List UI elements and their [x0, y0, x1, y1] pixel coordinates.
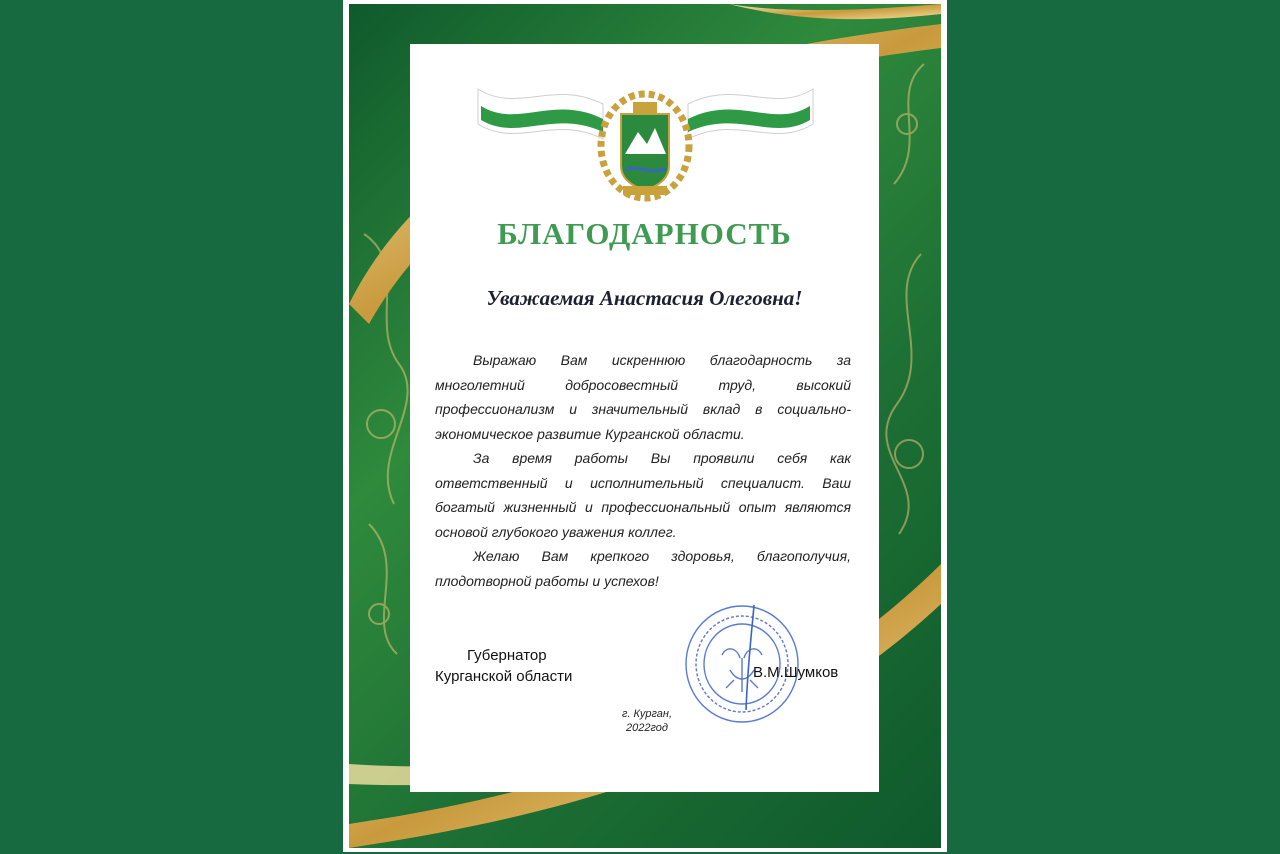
- certificate-frame: [349, 4, 941, 848]
- signer-name: В.М.Шумков: [753, 664, 839, 681]
- letter-body: [435, 348, 851, 593]
- paragraph-1: Выражаю Вам искреннюю благодарность за многолетний добросовестный труд, высокий профессионализм и значительный вклад в социально-экономическое развитие Курганской области.: [435, 352, 851, 442]
- year: 2022год: [626, 722, 668, 734]
- place: г. Курган,: [621, 708, 673, 720]
- official-seal-icon: [682, 600, 802, 725]
- signer-title-line1: Губернатор: [467, 647, 547, 664]
- place-and-year: [611, 707, 683, 735]
- signer-title: [435, 645, 615, 687]
- paragraph-3: Желаю Вам крепкого здоровья, благополучия, плодотворной работы и успехов!: [435, 548, 851, 589]
- greeting: Уважаемая Анастасия Олеговна!: [486, 286, 803, 310]
- certificate-title: БЛАГОДАРНОСТЬ: [497, 216, 792, 251]
- signer-title-line2: Курганской области: [435, 668, 573, 685]
- certificate-sheet: [343, 0, 947, 852]
- kurgan-coat-of-arms-icon: [473, 74, 818, 204]
- paragraph-2: За время работы Вы проявили себя как ответственный и исполнительный специалист. Ваш богатый жизненный и профессиональный опыт являются основой глубокого уважения коллег.: [435, 450, 851, 540]
